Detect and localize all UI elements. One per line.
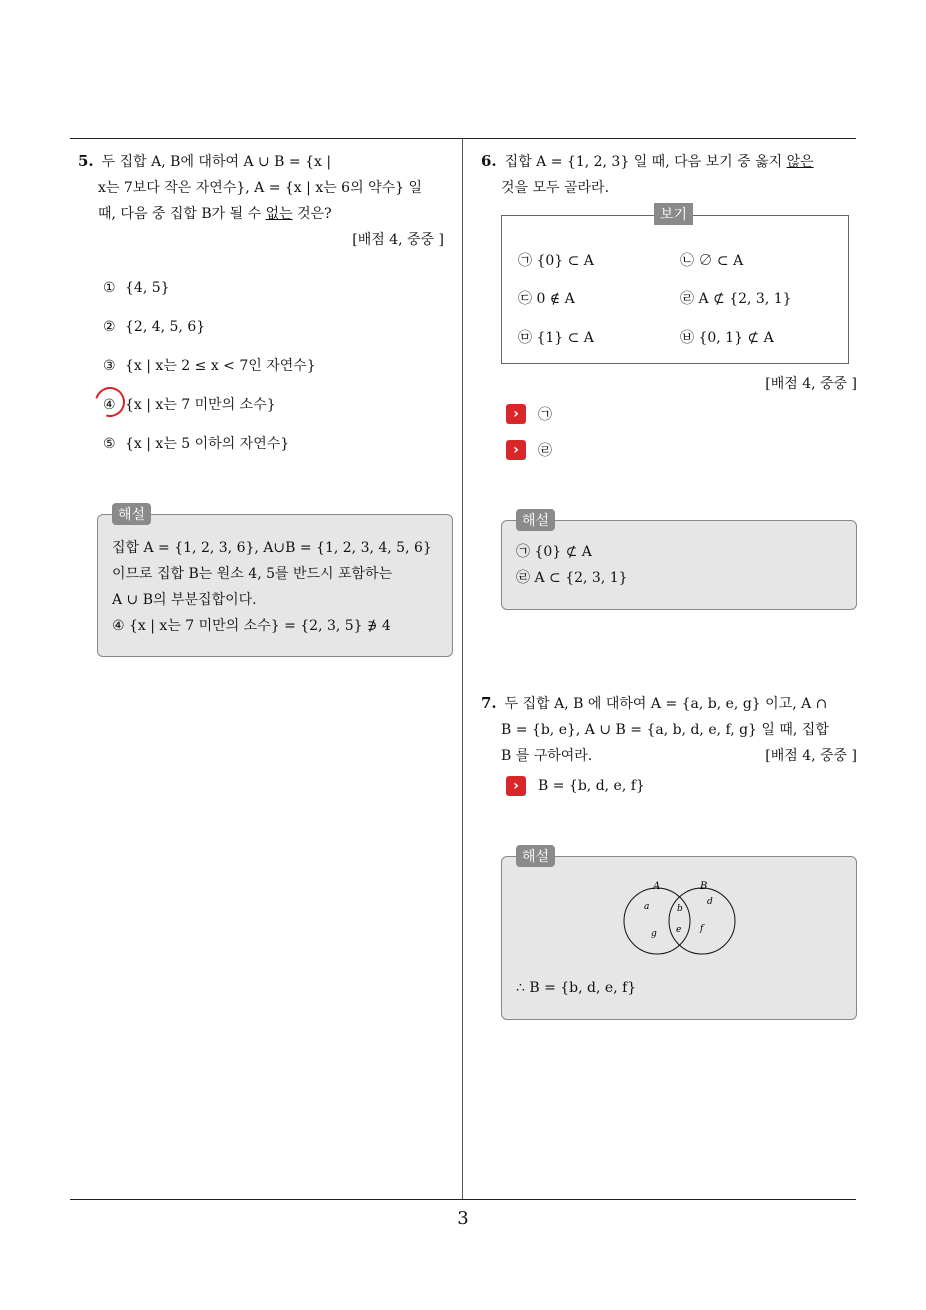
venn-circle-a	[624, 888, 690, 954]
venn-element: a	[644, 902, 650, 912]
answer-row: › B = {b, d, e, f}	[506, 776, 645, 796]
question-5-line1: 5. 두 집합 A, B에 대하여 A ∪ B = {x |	[78, 152, 332, 170]
answer-arrow-icon: ›	[506, 440, 526, 460]
solution-box-q5: 집합 A = {1, 2, 3, 6}, A∪B = {1, 2, 3, 4, 5, 6} 이므로 집합 B는 원소 4, 5를 반드시 포함하는 A ∪ B의 부분집합이다. ④ {x | x는 7 미만의 소수} = {2, 3, 5} ∌ 4	[97, 514, 453, 657]
choice-4[interactable]: ④ {x | x는 7 미만의 소수}	[103, 393, 316, 432]
bogi-tag: 보기	[654, 203, 693, 225]
venn-diagram	[502, 873, 856, 983]
answer-arrow-icon: ›	[506, 776, 526, 796]
bogi-item-2: ㉡ ∅ ⊂ A	[680, 253, 744, 269]
answer-row: › ㉣	[506, 440, 552, 460]
venn-element: f	[700, 924, 704, 934]
venn-element: e	[676, 925, 682, 935]
solution-box-q7	[501, 856, 857, 1020]
bogi-item-6: ㉥ {0, 1} ⊄ A	[680, 330, 774, 346]
score-meta: [배점 4, 중중 ]	[765, 376, 857, 392]
venn-circle-b	[669, 888, 735, 954]
choice-1[interactable]: ① {4, 5}	[103, 280, 170, 296]
solution-tag: 해설	[516, 509, 555, 531]
bogi-item-1: ㉠ {0} ⊂ A	[518, 253, 594, 269]
bogi-item-4: ㉣ A ⊄ {2, 3, 1}	[680, 291, 792, 307]
page-number: 3	[457, 1208, 469, 1229]
question-number: 7.	[481, 694, 497, 712]
bottom-rule	[70, 1199, 856, 1200]
bogi-box	[501, 215, 849, 364]
venn-element: d	[707, 897, 713, 907]
question-5: 5. 두 집합 A, B에 대하여 A ∪ B = {x | x는 7보다 작은 자연수}, A = {x | x는 6의 약수} 일 때, 다음 중 집합 B가 될 수 없는 것은? [배점 4, 중중 ]	[78, 148, 452, 253]
solution-box-q6: ㉠ {0} ⊄ A ㉣ A ⊂ {2, 3, 1}	[501, 520, 857, 610]
question-6: 6. 집합 A = {1, 2, 3} 일 때, 다음 보기 중 옳지 않은 것을 모두 골라라.	[481, 152, 814, 196]
conclusion: ∴ B = {b, d, e, f}	[516, 980, 637, 996]
solution-tag: 해설	[112, 503, 151, 525]
venn-element: b	[677, 904, 683, 914]
question-number: 5.	[78, 152, 94, 170]
question-number: 6.	[481, 152, 497, 170]
score-meta: [배점 4, 중중 ]	[765, 748, 857, 764]
venn-element: g	[651, 929, 657, 939]
choice-3[interactable]: ③ {x | x는 2 ≤ x < 7인 자연수}	[103, 358, 316, 374]
question-7: 7. 두 집합 A, B 에 대하여 A = {a, b, e, g} 이고, A ∩ B = {b, e}, A ∪ B = {a, b, d, e, f, g} 일 때, 집합 B 를 구하여라. [배점 4, 중중 ]	[481, 690, 859, 769]
answer-row: › ㉠	[506, 404, 552, 424]
choice-5[interactable]: ⑤ {x | x는 5 이하의 자연수}	[103, 436, 290, 452]
choice-2[interactable]: ② {2, 4, 5, 6}	[103, 319, 206, 335]
solution-tag: 해설	[516, 845, 555, 867]
bogi-item-3: ㉢ 0 ∉ A	[518, 291, 575, 307]
bogi-item-5: ㉤ {1} ⊂ A	[518, 330, 594, 346]
top-rule	[70, 138, 856, 139]
venn-label-a: A	[653, 881, 661, 892]
venn-label-b: B	[700, 881, 708, 892]
choice-list	[103, 276, 316, 471]
score-meta: [배점 4, 중중 ]	[352, 232, 444, 248]
column-divider	[462, 139, 463, 1200]
answer-arrow-icon: ›	[506, 404, 526, 424]
